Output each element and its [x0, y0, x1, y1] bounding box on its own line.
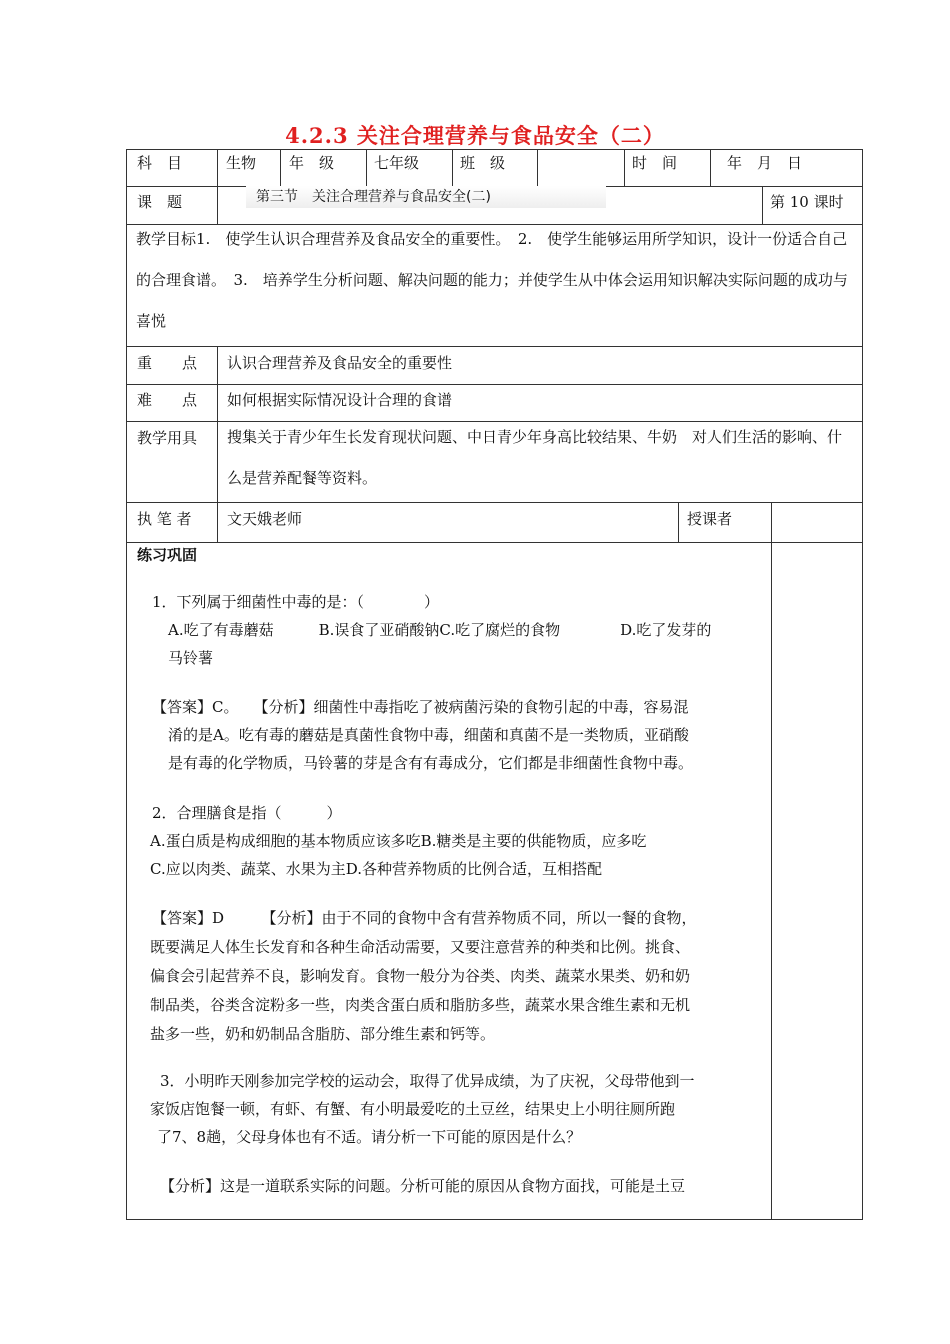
cell-divider	[217, 346, 218, 502]
key-point-label: 重 点	[137, 354, 198, 372]
author-value: 文天娥老师	[227, 510, 303, 528]
time-label: 时 间	[632, 154, 678, 172]
cell-divider	[771, 502, 772, 1220]
cell-divider	[624, 149, 625, 186]
q2-options-line2: C.应以肉类、蔬菜、水果为主D.各种营养物质的比例合适，互相搭配	[150, 860, 602, 878]
q3-analysis-line1: 【分析】这是一道联系实际的问题。分析可能的原因从食物方面找，可能是土豆	[160, 1177, 686, 1195]
cell-divider	[678, 502, 679, 542]
materials-text: 搜集关于青少年生长发育现状问题、中日青少年身高比较结果、牛奶 对人们生活的影响、什么是营养配餐等资料。	[227, 428, 843, 487]
q1-options-line1: A.吃了有毒蘑菇 B.误食了亚硝酸钠C.吃了腐烂的食物 D.吃了发芽的	[168, 621, 712, 639]
row-divider	[126, 384, 863, 385]
q3-stem-line2: 家饭店饱餐一顿，有虾、有蟹、有小明最爱吃的土豆丝，结果史上小明往厕所跑	[150, 1100, 676, 1118]
q2-answer-line3: 偏食会引起营养不良，影响发育。食物一般分为谷类、肉类、蔬菜水果类、奶和奶	[150, 967, 691, 985]
difficulty-label: 难 点	[137, 391, 198, 409]
q1-answer-line2: 淆的是A。吃有毒的蘑菇是真菌性食物中毒，细菌和真菌不是一类物质，亚硝酸	[168, 726, 689, 744]
q1-stem: 1．下列属于细菌性中毒的是：（ ）	[152, 593, 440, 611]
document-title: 4.2.3 关注合理营养与食品安全（二）	[285, 123, 665, 148]
cell-divider	[366, 149, 367, 186]
q2-answer-line1: 【答案】D 【分析】由于不同的食物中含有营养物质不同，所以一餐的食物，	[152, 909, 697, 927]
topic-value: 第三节 关注合理营养与食品安全(二)	[256, 189, 491, 205]
teacher-label: 授课者	[687, 510, 733, 528]
q2-stem: 2．合理膳食是指（ ）	[152, 804, 342, 822]
period-value: 第 10 课时	[770, 193, 844, 211]
q2-answer-line5: 盐多一些，奶和奶制品含脂肪、部分维生素和钙等。	[150, 1025, 496, 1043]
subject-value: 生物	[226, 154, 257, 172]
difficulty-value: 如何根据实际情况设计合理的食谱	[227, 391, 453, 409]
cell-divider	[217, 149, 218, 186]
author-label: 执 笔 者	[137, 510, 192, 528]
cell-divider	[710, 149, 711, 186]
objectives-label: 教学目标	[136, 230, 197, 248]
row-divider	[126, 502, 863, 503]
grade-value: 七年级	[374, 154, 420, 172]
cell-divider	[217, 502, 218, 542]
q1-answer-line1: 【答案】C。 【分析】细菌性中毒指吃了被病菌污染的食物引起的中毒，容易混	[152, 698, 689, 716]
q1-options-line2: 马铃薯	[168, 649, 214, 667]
q2-answer-line4: 制品类，谷类含淀粉多一些，肉类含蛋白质和脂肪多些，蔬菜水果含维生素和无机	[150, 996, 691, 1014]
key-point-value: 认识合理营养及食品安全的重要性	[227, 354, 453, 372]
date-value: 年 月 日	[727, 154, 803, 172]
q1-answer-line3: 是有毒的化学物质，马铃薯的芽是含有有毒成分，它们都是非细菌性食物中毒。	[168, 754, 694, 772]
topic-banner	[246, 186, 606, 208]
q3-stem-line3: 了7、8趟，父母身体也有不适。请分析一下可能的原因是什么？	[157, 1128, 582, 1146]
row-divider	[126, 346, 863, 347]
exercise-heading: 练习巩固	[137, 546, 198, 564]
topic-label: 课 题	[137, 193, 183, 211]
materials-label: 教学用具	[137, 429, 198, 447]
objectives-text: 1. 使学生认识合理营养及食品安全的重要性。 2. 使学生能够运用所学知识，设计一份适合自己的合理食谱。 3. 培养学生分析问题、解决问题的能力；并使学生从中体会运用知识解决实际问题的成功与喜悦	[136, 230, 848, 330]
class-label: 班 级	[460, 154, 506, 172]
subject-label: 科 目	[137, 154, 183, 172]
cell-divider	[452, 149, 453, 186]
grade-label: 年 级	[289, 154, 335, 172]
q2-answer-line2: 既要满足人体生长发育和各种生命活动需要，又要注意营养的种类和比例。挑食、	[150, 938, 691, 956]
objectives-cell	[136, 219, 854, 342]
q3-stem-line1: 3．小明昨天刚参加完学校的运动会，取得了优异成绩，为了庆祝，父母带他到一	[160, 1072, 695, 1090]
row-divider	[126, 542, 863, 543]
cell-divider	[280, 149, 281, 186]
cell-divider	[537, 149, 538, 186]
q2-options-line1: A.蛋白质是构成细胞的基本物质应该多吃B.糖类是主要的供能物质，应多吃	[150, 832, 647, 850]
